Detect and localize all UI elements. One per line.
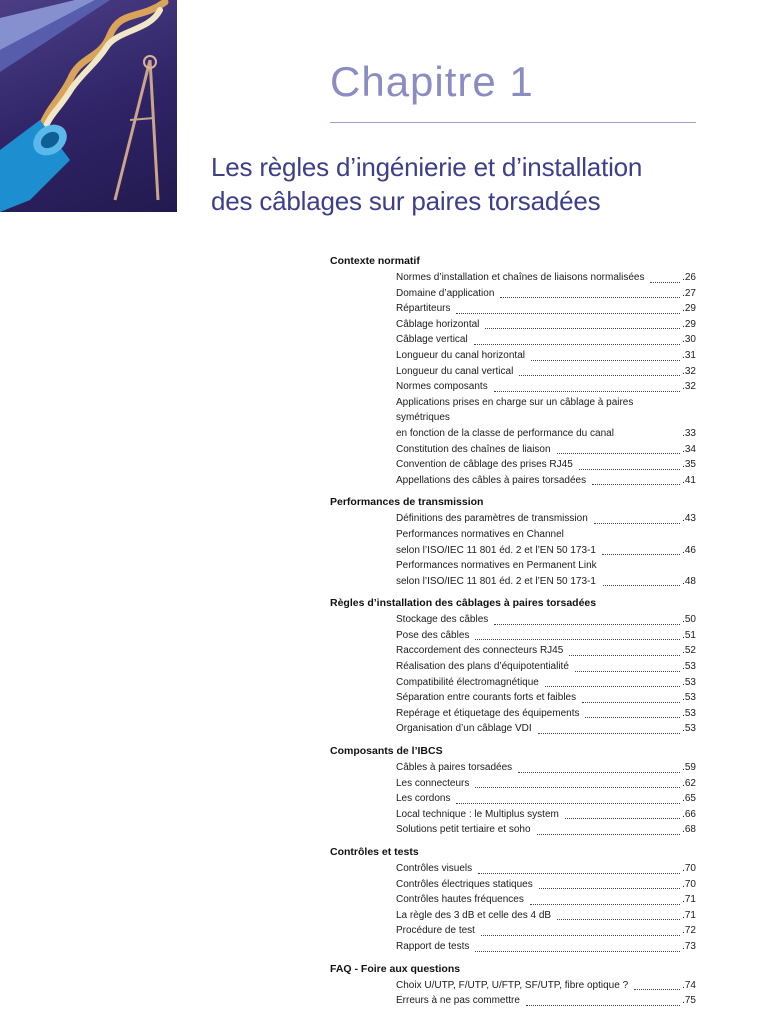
toc-page-number: .62: [682, 777, 696, 789]
toc-entry-label-line: Rapport de tests: [396, 940, 470, 952]
toc-entry-label-line: Définitions des paramètres de transmission: [396, 513, 588, 525]
dot-leader: [475, 786, 680, 788]
toc-page-number: .72: [682, 925, 696, 937]
toc-entry-label-line: Les cordons: [396, 793, 451, 805]
dot-leader: [539, 887, 680, 889]
toc-entry[interactable]: [396, 527, 696, 558]
toc-section-title: Règles d’installation des câblages à paires torsadées: [330, 597, 597, 610]
toc-entry[interactable]: [396, 923, 696, 939]
toc-entry[interactable]: [396, 675, 696, 691]
toc-entry-list: [396, 270, 696, 488]
toc-entry-label-line: Longueur du canal horizontal: [396, 349, 525, 361]
toc-page-number: .75: [682, 995, 696, 1007]
toc-entry-label-line: Organisation d’un câblage VDI: [396, 723, 532, 735]
toc-entry-label: [396, 457, 573, 473]
dot-leader: [634, 988, 680, 990]
toc-section-title: Composants de l’IBCS: [330, 745, 443, 758]
toc-entry-label: [396, 395, 674, 442]
toc-entry-label-line: Choix U/UTP, F/UTP, U/FTP, SF/UTP, fibre optique ?: [396, 979, 629, 991]
toc-entry[interactable]: [396, 877, 696, 893]
toc-page-number: .50: [682, 614, 696, 626]
toc-entry-label: [396, 993, 520, 1009]
toc-entry[interactable]: [396, 939, 696, 955]
toc-entry-label-line: Contrôles électriques statiques: [396, 878, 533, 890]
toc-page-number: .53: [682, 661, 696, 673]
toc-entry[interactable]: [396, 442, 696, 458]
toc-entry-list: [396, 861, 696, 955]
toc-entry[interactable]: [396, 612, 696, 628]
toc-page-number: .53: [682, 692, 696, 704]
toc-page-number: .46: [682, 544, 696, 556]
dot-leader: [594, 522, 680, 524]
toc-entry-label-line: Normes composants: [396, 381, 488, 393]
toc-entry-list: [396, 978, 696, 1009]
toc-page-number: .31: [682, 349, 696, 361]
toc-page-number: .52: [682, 645, 696, 657]
toc-entry-label: [396, 511, 588, 527]
toc-entry-label: [396, 908, 551, 924]
toc-entry-list: [396, 612, 696, 737]
toc-page-number: .26: [682, 272, 696, 283]
toc-entry-label-line: Câblage vertical: [396, 334, 468, 346]
dot-leader: [545, 685, 680, 687]
toc-page-number: .53: [682, 723, 696, 735]
toc-entry-label: [396, 760, 512, 776]
toc-entry-list: [396, 760, 696, 838]
toc-entry-label: [396, 558, 597, 589]
toc-entry-label: [396, 270, 644, 286]
toc-entry-list: [396, 511, 696, 589]
toc-entry[interactable]: [396, 659, 696, 675]
toc-entry[interactable]: [396, 395, 696, 442]
toc-entry[interactable]: [396, 379, 696, 395]
toc-page-number: .29: [682, 318, 696, 330]
dot-leader: [485, 327, 680, 329]
toc-entry-label-line: Constitution des chaînes de liaison: [396, 443, 551, 455]
dot-leader: [456, 802, 680, 804]
dot-leader: [519, 374, 680, 376]
toc-page-number: .71: [682, 909, 696, 921]
dot-leader: [582, 701, 680, 703]
dot-leader: [474, 343, 680, 345]
dot-leader: [481, 934, 680, 936]
toc-entry-label: [396, 473, 586, 489]
toc-entry[interactable]: [396, 861, 696, 877]
toc-page-number: .27: [682, 287, 696, 299]
toc-page-number: .68: [682, 824, 696, 836]
toc-section: [330, 962, 696, 1009]
toc-entry-label: [396, 659, 569, 675]
toc-entry[interactable]: [396, 908, 696, 924]
dot-leader: [475, 950, 680, 952]
dot-leader: [500, 296, 680, 298]
toc-entry-label: [396, 643, 563, 659]
toc-entry-label-line: Performances normatives en Permanent Link: [396, 560, 597, 572]
toc-entry-label: [396, 721, 532, 737]
toc-entry[interactable]: [396, 364, 696, 380]
dot-leader: [456, 312, 680, 314]
toc-entry-label: [396, 791, 450, 807]
toc-entry[interactable]: [396, 690, 696, 706]
toc-entry-label-line: Appellations des câbles à paires torsadées: [396, 474, 587, 486]
toc-entry-label: [396, 628, 469, 644]
dot-leader: [526, 1004, 680, 1006]
toc-entry-label: [396, 877, 533, 893]
toc-page-number: .53: [682, 676, 696, 688]
table-of-contents: [330, 254, 696, 1016]
cover-illustration: [0, 0, 177, 212]
toc-entry-label: [396, 706, 579, 722]
toc-entry-label: [396, 612, 488, 628]
toc-section-title: Performances de transmission: [330, 496, 484, 509]
toc-entry-label-line: Erreurs à ne pas commettre: [396, 995, 520, 1007]
toc-page-number: .34: [682, 443, 696, 455]
toc-page-number: .35: [682, 459, 696, 471]
toc-entry-label: [396, 332, 468, 348]
toc-page-number: .32: [682, 381, 696, 393]
toc-entry-label-line: Pose des câbles: [396, 629, 470, 641]
toc-entry[interactable]: [396, 317, 696, 333]
dot-leader: [602, 553, 680, 555]
toc-entry[interactable]: [396, 628, 696, 644]
toc-entry[interactable]: [396, 643, 696, 659]
toc-entry-label: [396, 939, 469, 955]
toc-section-title: Contexte normatif: [330, 255, 420, 267]
toc-page-number: .30: [682, 334, 696, 346]
dot-leader: [557, 452, 681, 454]
toc-entry-label: [396, 675, 539, 691]
toc-entry-label-line: Applications prises en charge sur un câblage à paires symétriques: [396, 396, 634, 424]
toc-entry[interactable]: [396, 978, 696, 994]
dot-leader: [557, 918, 680, 920]
toc-entry-label-line: Domaine d’application: [396, 287, 495, 299]
dot-leader: [530, 903, 680, 905]
dot-leader: [478, 872, 680, 874]
toc-entry-label-line: selon l’ISO/IEC 11 801 éd. 2 et l’EN 50 173-1: [396, 575, 596, 587]
toc-entry[interactable]: [396, 558, 696, 589]
toc-page-number: .66: [682, 808, 696, 820]
dot-leader: [494, 623, 680, 625]
dot-leader: [592, 483, 680, 485]
toc-entry[interactable]: [396, 776, 696, 792]
toc-entry[interactable]: [396, 706, 696, 722]
toc-section: [330, 596, 696, 737]
toc-entry[interactable]: [396, 807, 696, 823]
toc-page-number: .70: [682, 878, 696, 890]
toc-entry-label: [396, 923, 475, 939]
dot-leader: [531, 359, 680, 361]
toc-entry-label-line: Performances normatives en Channel: [396, 528, 564, 540]
toc-entry-label: [396, 861, 472, 877]
toc-page-number: .29: [682, 303, 696, 315]
dot-leader: [579, 468, 680, 470]
toc-page-number: .51: [682, 629, 696, 641]
toc-page-number: .65: [682, 793, 696, 805]
dot-leader: [650, 281, 680, 283]
dot-leader: [537, 833, 681, 835]
toc-entry[interactable]: [396, 473, 696, 489]
toc-entry-label: [396, 301, 450, 317]
toc-entry-label-line: Réalisation des plans d’équipotentialité: [396, 661, 569, 673]
toc-entry-label: [396, 822, 531, 838]
dot-leader: [585, 716, 680, 718]
toc-entry-label-line: La règle des 3 dB et celle des 4 dB: [396, 909, 552, 921]
toc-section: [330, 254, 696, 488]
toc-entry-label: [396, 442, 551, 458]
toc-entry-label: [396, 286, 494, 302]
toc-entry[interactable]: [396, 270, 696, 286]
toc-entry[interactable]: [396, 457, 696, 473]
toc-page-number: .33: [682, 427, 696, 439]
toc-entry[interactable]: [396, 822, 696, 838]
dot-leader: [538, 732, 680, 734]
toc-entry[interactable]: [396, 993, 696, 1009]
toc-page-number: .74: [682, 979, 696, 991]
toc-page-number: .71: [682, 894, 696, 906]
chapter-title-line-1: Les règles d’ingénierie et d’installation: [211, 152, 643, 182]
cable-compass-illustration: [0, 0, 177, 212]
dot-leader: [518, 771, 680, 773]
toc-page-number: .70: [682, 863, 696, 874]
toc-entry-label: [396, 978, 628, 994]
dot-leader: [575, 670, 680, 672]
toc-entry-label-line: Compatibilité électromagnétique: [396, 676, 539, 688]
toc-entry[interactable]: [396, 721, 696, 737]
toc-page-number: .73: [682, 940, 696, 952]
toc-entry[interactable]: [396, 301, 696, 317]
toc-entry-label-line: Longueur du canal vertical: [396, 365, 514, 377]
toc-entry-label-line: Les connecteurs: [396, 777, 470, 789]
chapter-divider: [330, 122, 696, 123]
toc-entry-label-line: en fonction de la classe de performance du canal: [396, 427, 614, 439]
toc-entry-label: [396, 527, 596, 558]
toc-entry-label-line: Convention de câblage des prises RJ45: [396, 459, 573, 471]
toc-entry-label-line: Câbles à paires torsadées: [396, 762, 513, 774]
toc-entry-label-line: Repérage et étiquetage des équipements: [396, 707, 580, 719]
dot-leader: [475, 638, 680, 640]
toc-entry-label-line: Câblage horizontal: [396, 318, 480, 330]
toc-section-title: Contrôles et tests: [330, 846, 419, 858]
toc-section: [330, 744, 696, 838]
toc-page-number: .41: [682, 474, 696, 486]
toc-entry-label-line: Contrôles visuels: [396, 863, 473, 874]
toc-entry-label: [396, 807, 559, 823]
toc-entry-label: [396, 348, 525, 364]
toc-page-number: .43: [682, 513, 696, 525]
chapter-title: [211, 150, 731, 218]
toc-page-number: .53: [682, 707, 696, 719]
toc-entry-label-line: Procédure de test: [396, 925, 475, 937]
toc-entry[interactable]: [396, 791, 696, 807]
toc-entry-label-line: Stockage des câbles: [396, 614, 489, 626]
dot-leader: [569, 654, 680, 656]
toc-entry-label: [396, 690, 576, 706]
toc-entry-label: [396, 776, 469, 792]
toc-entry-label-line: Raccordement des connecteurs RJ45: [396, 645, 564, 657]
dot-leader: [565, 817, 680, 819]
toc-section: [330, 845, 696, 955]
toc-page-number: .48: [682, 575, 696, 587]
dot-leader: [603, 584, 680, 586]
toc-entry-label-line: Local technique : le Multiplus system: [396, 808, 559, 820]
toc-entry-label-line: selon l’ISO/IEC 11 801 éd. 2 et l’EN 50 173-1: [396, 544, 596, 556]
toc-entry-label: [396, 379, 488, 395]
toc-entry[interactable]: [396, 348, 696, 364]
toc-entry-label-line: Séparation entre courants forts et faibles: [396, 692, 577, 704]
toc-entry[interactable]: [396, 332, 696, 348]
chapter-title-line-2: des câblages sur paires torsadées: [211, 186, 601, 216]
toc-entry-label-line: Solutions petit tertiaire et soho: [396, 824, 531, 836]
toc-entry-label: [396, 317, 479, 333]
dot-leader: [494, 390, 680, 392]
toc-entry-label-line: Répartiteurs: [396, 303, 451, 315]
toc-page-number: .32: [682, 365, 696, 377]
toc-entry-label-line: Contrôles hautes fréquences: [396, 894, 524, 906]
toc-entry-label: [396, 892, 524, 908]
toc-section-title: FAQ - Foire aux questions: [330, 962, 461, 975]
toc-entry[interactable]: [396, 892, 696, 908]
toc-entry-label: [396, 364, 513, 380]
toc-entry[interactable]: [396, 286, 696, 302]
toc-entry[interactable]: [396, 511, 696, 527]
chapter-label: Chapitre 1: [330, 58, 534, 105]
toc-section: [330, 495, 696, 589]
toc-page-number: .59: [682, 762, 696, 774]
toc-entry[interactable]: [396, 760, 696, 776]
toc-entry-label-line: Normes d’installation et chaînes de liaisons normalisées: [396, 272, 645, 283]
